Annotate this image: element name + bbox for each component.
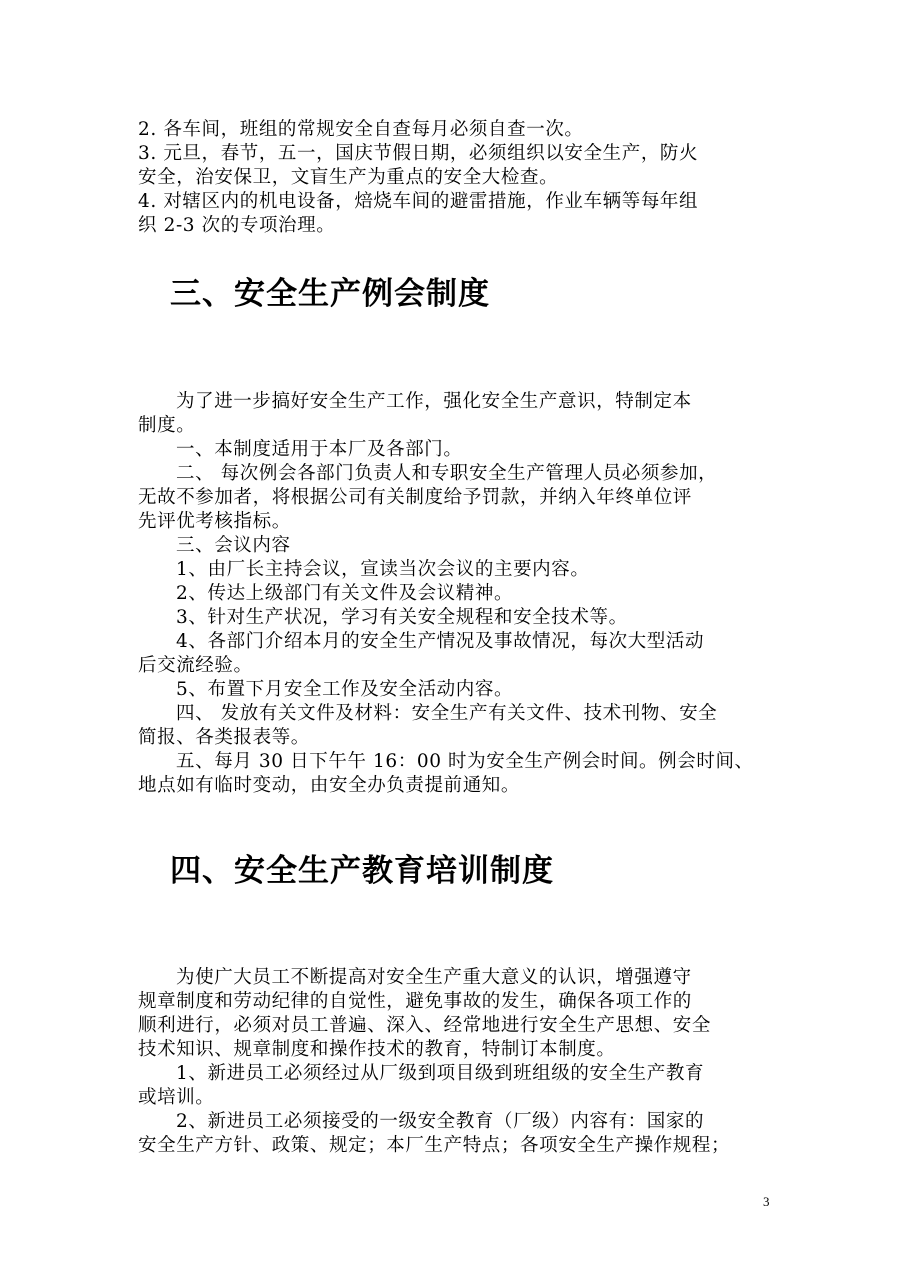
paragraph-line: 5、布置下月安全工作及安全活动内容。	[176, 679, 514, 700]
paragraph-line: 为了进一步搞好安全生产工作，强化安全生产意识，特制定本	[176, 391, 692, 412]
paragraph-line: 2、传达上级部门有关文件及会议精神。	[176, 583, 514, 604]
paragraph-line: 4. 对辖区内的机电设备，焙烧车间的避雷措施，作业车辆等每年组	[138, 191, 699, 212]
paragraph-line: 简报、各类报表等。	[138, 727, 310, 748]
paragraph-line: 3. 元旦，春节，五一，国庆节假日期，必须组织以安全生产，防火	[138, 143, 699, 164]
paragraph-line: 技术知识、规章制度和操作技术的教育，特制订本制度。	[138, 1039, 616, 1060]
page-number: 3	[763, 1194, 770, 1209]
paragraph-line: 三、会议内容	[176, 535, 291, 556]
section-heading: 三、安全生产例会制度	[170, 276, 490, 312]
paragraph-line: 顺利进行，必须对员工普遍、深入、经常地进行安全生产思想、安全	[138, 1015, 712, 1036]
paragraph-line: 4、各部门介绍本月的安全生产情况及事故情况，每次大型活动	[176, 631, 705, 652]
paragraph-line: 地点如有临时变动，由安全办负责提前通知。	[138, 775, 521, 796]
paragraph-line: 后交流经验。	[138, 655, 253, 676]
paragraph-line: 制度。	[138, 415, 196, 436]
paragraph-line: 织 2-3 次的专项治理。	[138, 215, 336, 236]
paragraph-line: 五、每月 30 日下午午 16：00 时为安全生产例会时间。例会时间、	[176, 751, 754, 772]
paragraph-line: 1、由厂长主持会议，宣读当次会议的主要内容。	[176, 559, 590, 580]
paragraph-line: 3、针对生产状况，学习有关安全规程和安全技术等。	[176, 607, 628, 628]
paragraph-line: 先评优考核指标。	[138, 511, 291, 532]
paragraph-line: 1、新进员工必须经过从厂级到项目级到班组级的安全生产教育	[176, 1063, 705, 1084]
paragraph-line: 2. 各车间，班组的常规安全自查每月必须自查一次。	[138, 119, 584, 140]
paragraph-line: 规章制度和劳动纪律的自觉性，避免事故的发生，确保各项工作的	[138, 991, 692, 1012]
paragraph-line: 无故不参加者，将根据公司有关制度给予罚款，并纳入年终单位评	[138, 487, 692, 508]
paragraph-line: 安全生产方针、政策、规定；本厂生产特点；各项安全生产操作规程；	[138, 1135, 731, 1156]
paragraph-line: 一、本制度适用于本厂及各部门。	[176, 439, 463, 460]
paragraph-line: 为使广大员工不断提高对安全生产重大意义的认识，增强遵守	[176, 967, 692, 988]
paragraph-line: 2、新进员工必须接受的一级安全教育（厂级）内容有：国家的	[176, 1111, 705, 1132]
paragraph-line: 安全，治安保卫，文盲生产为重点的安全大检查。	[138, 167, 559, 188]
paragraph-line: 二、 每次例会各部门负责人和专职安全生产管理人员必须参加，	[176, 463, 718, 484]
section-heading: 四、安全生产教育培训制度	[170, 853, 554, 889]
paragraph-line: 或培训。	[138, 1087, 215, 1108]
paragraph-line: 四、 发放有关文件及材料：安全生产有关文件、技术刊物、安全	[176, 703, 718, 724]
